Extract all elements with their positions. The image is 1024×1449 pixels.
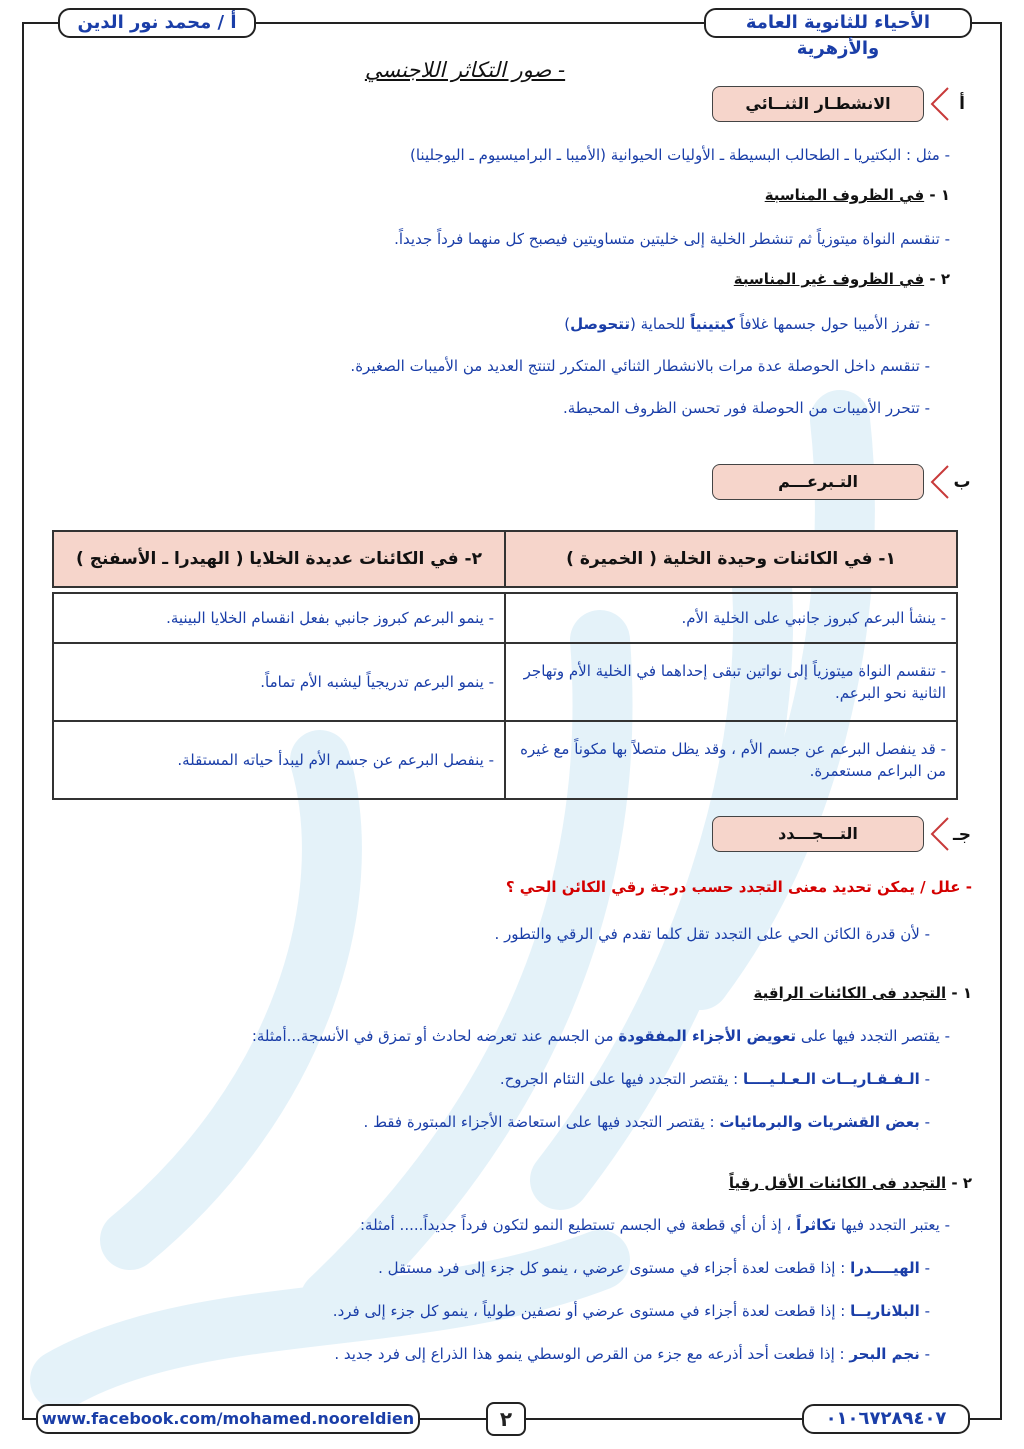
table-header-row [53,531,957,587]
section-a-letter: أ [959,94,965,114]
text-segment: : يقتصر التجدد فيها على استعاضة الأجزاء المبتورة فقط . [363,1113,720,1131]
table-row [53,643,957,721]
section-c-question: - علل / يمكن تحديد معنى التجدد حسب درجة رقي الكائن الحي ؟ [505,878,972,896]
section-c-label: التـــجـــدد [712,816,924,852]
section-a-sub1-number: ١ - [929,186,950,204]
section-c-example-planaria: - البلاناريــا : إذا قطعت لعدة أجزاء في مستوى عرضي أو نصفين طولياً ، ينمو كل جزء إلى فرد. [332,1302,930,1320]
table-cell: - تنقسم النواة ميتوزياً إلى نواتين تبقى إحداهما في الخلية الأم وتهاجر الثانية نحو البرعم. [505,643,957,721]
section-c-sub1-number: ١ - [951,984,972,1002]
section-b-label: التـبرعـــم [712,464,924,500]
section-c-arrow-icon [928,816,964,852]
section-c-sub2-heading [729,1174,972,1192]
text-segment: : يقتصر التجدد فيها على التئام الجروح. [499,1070,743,1088]
bold-term: نجم البحر [849,1345,920,1363]
budding-table [52,530,958,800]
text-segment: - يقتصر التجدد فيها على [796,1027,950,1045]
bold-term: تعويض الأجزاء المفقودة [618,1027,797,1045]
table-cell: - ينمو البرعم تدريجياً ليشبه الأم تماماً. [53,643,505,721]
table-cell: - قد ينفصل البرعم عن جسم الأم ، وقد يظل متصلاً بها مكوناً مع غيره من البراعم مستعمرة. [505,721,957,799]
header-course-title: الأحياء للثانوية العامة والأزهرية [704,8,972,38]
header-author: أ / محمد نور الدين [58,8,256,38]
section-a-example: - مثل : البكتيريا ـ الطحالب البسيطة ـ الأوليات الحيوانية (الأميبا ـ البراميسيوم ـ اليوجلينا) [410,146,950,164]
section-a-sub2-line3: - تتحرر الأميبات من الحوصلة فور تحسن الظروف المحيطة. [563,399,930,417]
section-c-example-crustaceans: - بعض القشريات والبرمائيات : يقتصر التجدد فيها على استعاضة الأجزاء المبتورة فقط . [363,1113,930,1131]
text-segment: ، إذ أن أي قطعة في الجسم تستطيع النمو لتكون فرداً جديداً..... أمثلة: [360,1216,796,1234]
bold-term: كيتينياً [690,315,736,333]
section-c-sub1-line [40,1027,950,1045]
footer-facebook-link[interactable]: www.facebook.com/mohamed.nooreldien [36,1404,420,1434]
section-c-sub1-title: التجدد فى الكائنات الراقية [753,984,947,1002]
section-a-arrow-icon [928,86,964,122]
section-c-example-starfish: - نجم البحر : إذا قطعت أحد أذرعه مع جزء من القرص الوسطي ينمو هذا الذراع إلى فرد جديد . [334,1345,930,1363]
section-a-sub2-number: ٢ - [929,270,950,288]
section-a-sub2-title: في الظروف غير المناسبة [733,270,925,288]
table-cell: - ينفصل البرعم عن جسم الأم ليبدأ حياته المستقلة. [53,721,505,799]
section-c-answer: - لأن قدرة الكائن الحي على التجدد تقل كلما تقدم في الرقي والتطور . [494,925,930,943]
page-title: - صور التكاثر اللاجنسي [364,58,566,82]
section-a-sub2-line1 [40,315,930,333]
section-c-sub2-title: التجدد فى الكائنات الأقل رقياً [728,1174,947,1192]
table-header-multicellular: ٢- في الكائنات عديدة الخلايا ( الهيدرا ـ الأسفنج ) [53,531,505,587]
footer-phone: ٠١٠٦٧٢٨٩٤٠٧ [802,1404,970,1434]
section-a-sub1-line: - تنقسم النواة ميتوزياً ثم تنشطر الخلية إلى خليتين متساويتين فيصبح كل منهما فرداً جديداً. [394,230,950,248]
section-a-sub2-heading [734,270,950,288]
bold-term: تكاثراً [796,1216,837,1234]
text-segment: : إذا قطعت لعدة أجزاء في مستوى عرضي أو نصفين طولياً ، ينمو كل جزء إلى فرد. [332,1302,851,1320]
section-c-letter: جـ [952,825,972,845]
section-a-sub1-heading [765,186,950,204]
section-c-example-vertebrates: - الـفـقـاريــات الـعـلـيــــا : يقتصر التجدد فيها على التئام الجروح. [499,1070,930,1088]
section-a-sub2-line2: - تنقسم داخل الحوصلة عدة مرات بالانشطار الثنائي المتكرر لتنتج العديد من الأميبات الصغيرة. [350,357,930,375]
table-header-unicellular: ١- في الكائنات وحيدة الخلية ( الخميرة ) [505,531,957,587]
section-a-label: الانشطـار الثنــائي [712,86,924,122]
section-c-sub2-line [40,1216,950,1234]
section-c-sub1-heading [754,984,972,1002]
text-segment: - يعتبر التجدد فيها [836,1216,950,1234]
footer-page-number: ٢ [486,1402,526,1436]
bold-term: تتحوصل [570,315,630,333]
table-cell: - ينشأ البرعم كبروز جانبي على الخلية الأم. [505,593,957,643]
text-segment: ) [564,315,571,333]
section-b-letter: ب [953,472,971,492]
table-cell: - ينمو البرعم كبروز جانبي بفعل انقسام الخلايا البينية. [53,593,505,643]
bold-term: البلاناريــا [850,1302,920,1320]
text-segment: من الجسم عند تعرضه لحادث أو تمزق في الأنسجة...أمثلة: [251,1027,619,1045]
section-b-arrow-icon [928,464,964,500]
section-c-sub2-number: ٢ - [951,1174,972,1192]
text-segment: للحماية ( [629,315,691,333]
table-row [53,721,957,799]
section-c-example-hydra: - الهيــــدرا : إذا قطعت لعدة أجزاء في مستوى عرضي ، ينمو كل جزء إلى فرد مستقل . [378,1259,930,1277]
bold-term: الهيــــدرا [850,1259,920,1277]
bold-term: بعض القشريات والبرمائيات [719,1113,920,1131]
text-segment: - تفرز الأميبا حول جسمها غلافاً [735,315,930,333]
table-row [53,593,957,643]
bold-term: الـفـقـاريــات الـعـلـيــــا [742,1070,920,1088]
text-segment: : إذا قطعت أحد أذرعه مع جزء من القرص الوسطي ينمو هذا الذراع إلى فرد جديد . [334,1345,850,1363]
text-segment: : إذا قطعت لعدة أجزاء في مستوى عرضي ، ينمو كل جزء إلى فرد مستقل . [378,1259,851,1277]
section-a-sub1-title: في الظروف المناسبة [764,186,925,204]
